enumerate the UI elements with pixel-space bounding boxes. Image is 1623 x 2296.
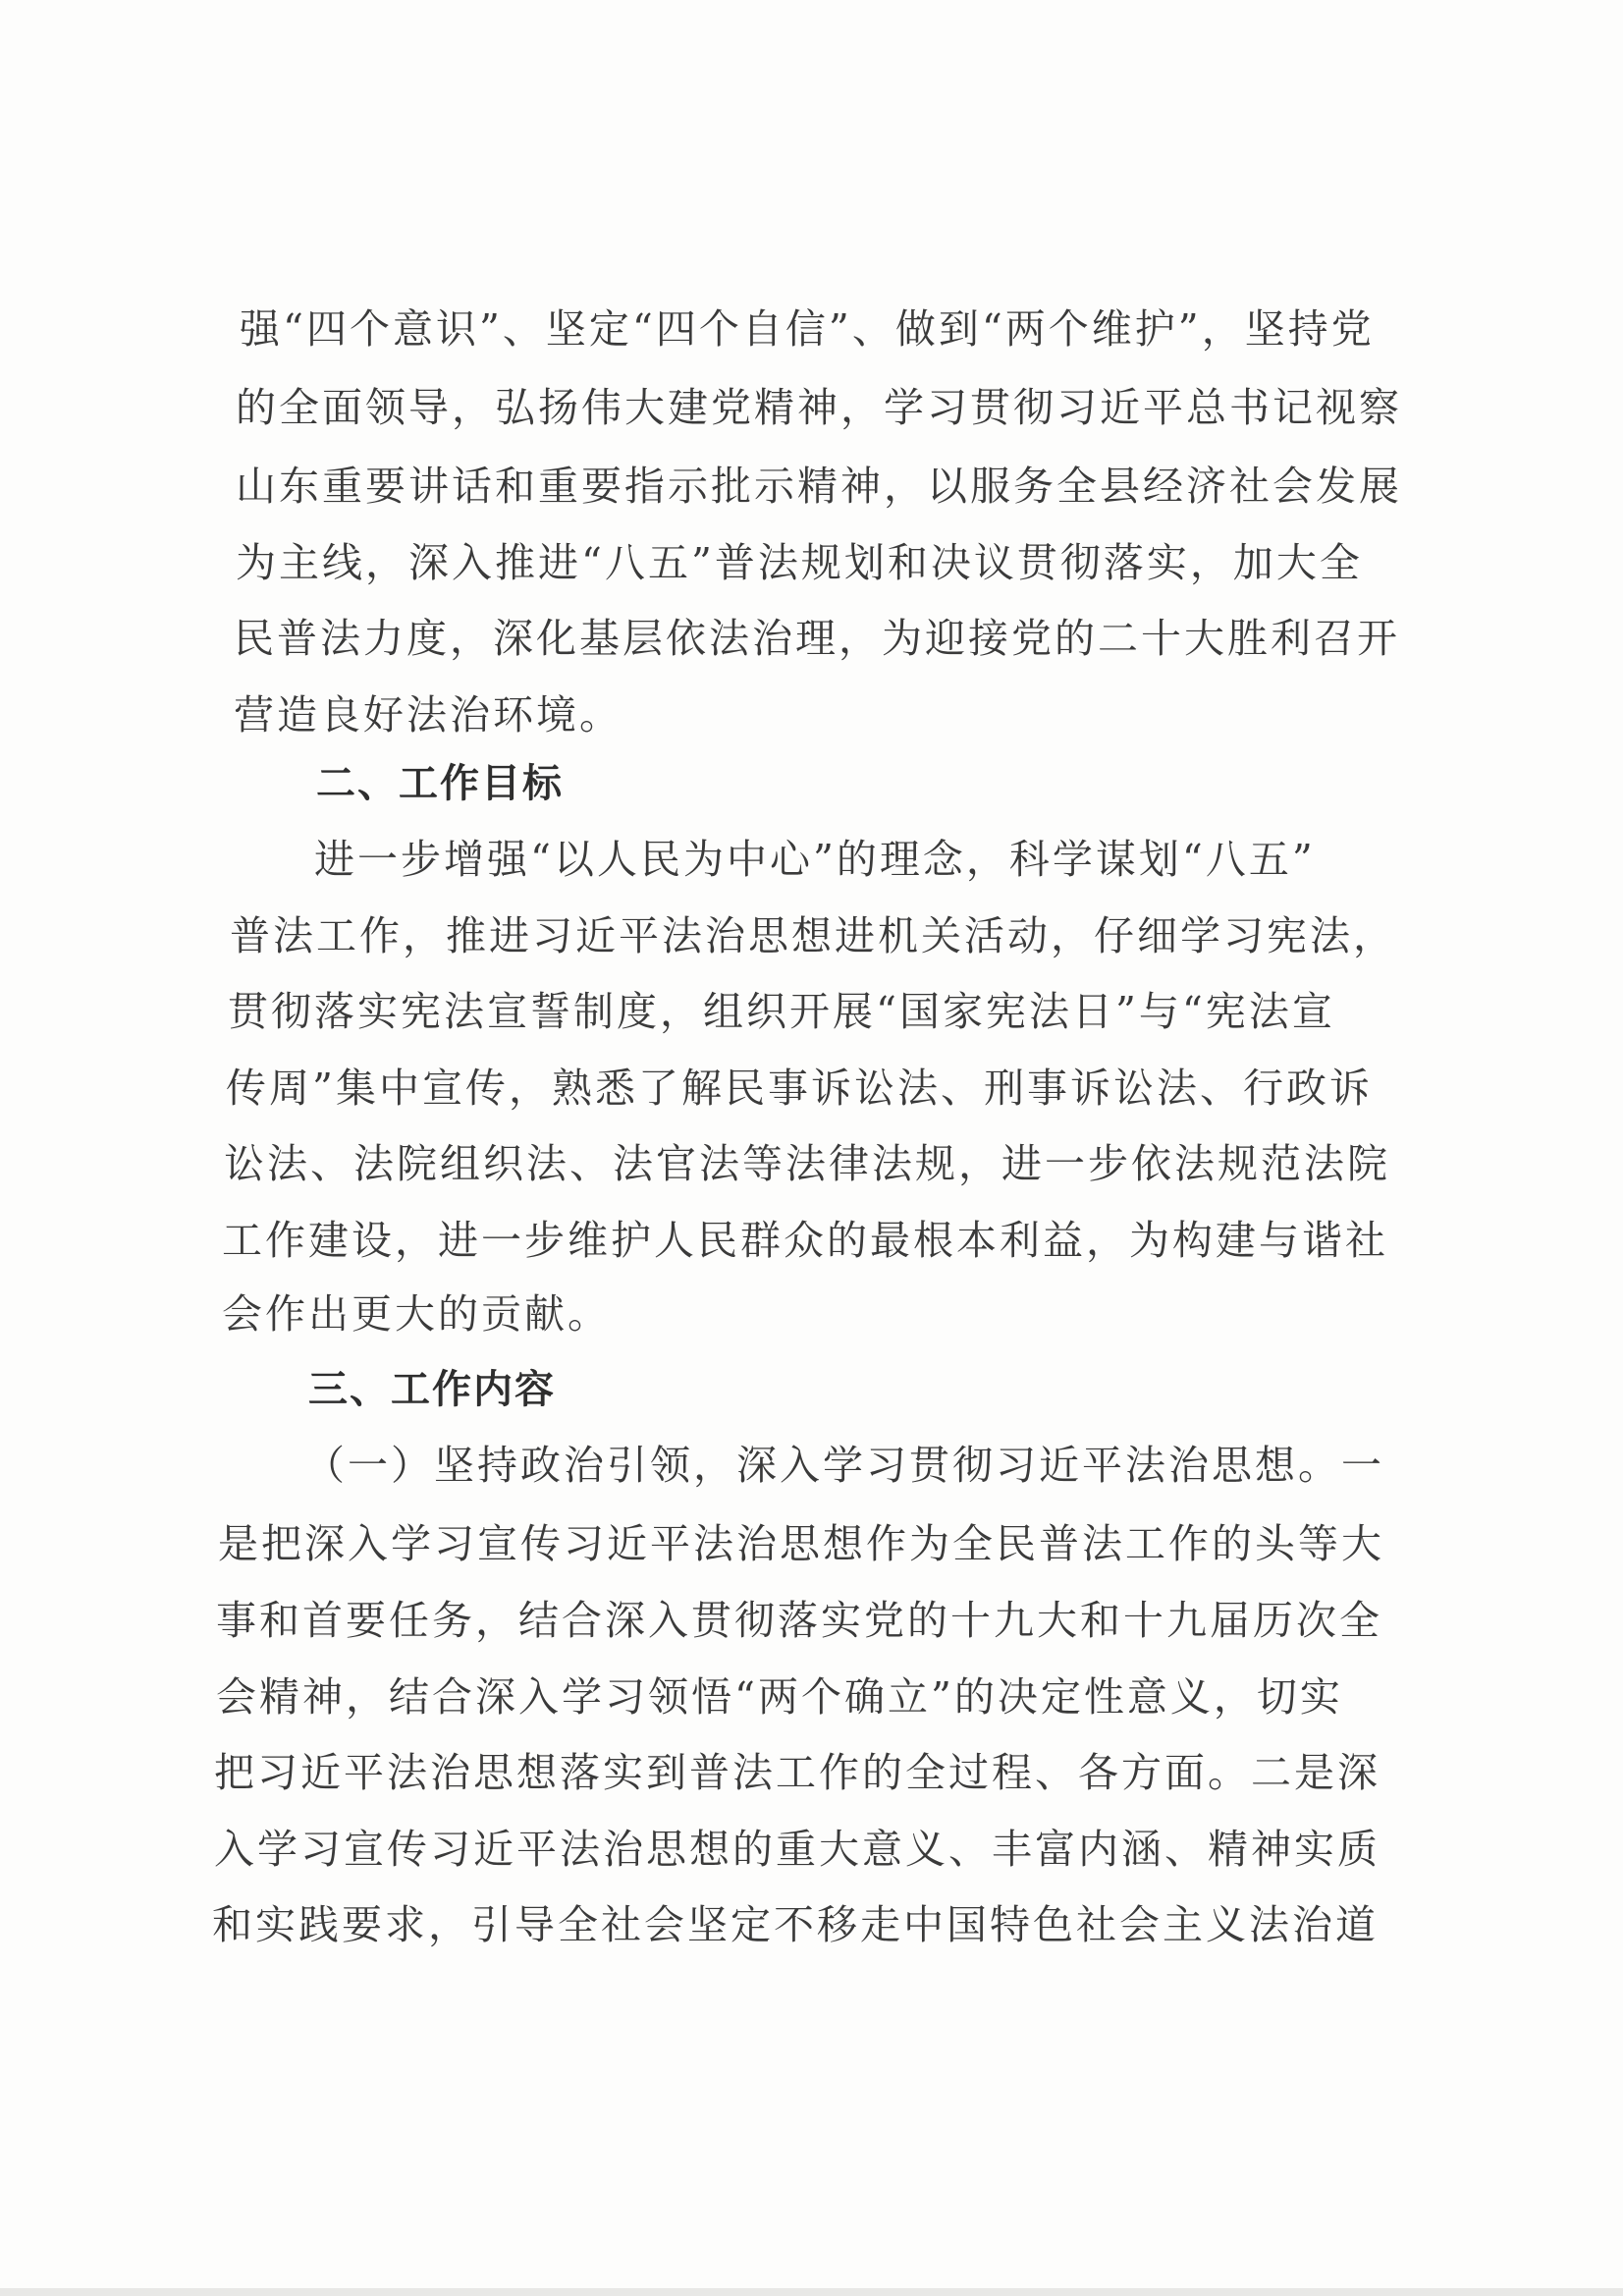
text-line: 是把深入学习宣传习近平法治思想作为全民普法工作的头等大 xyxy=(218,1520,1384,1567)
section-heading-work-goals: 二、工作目标 xyxy=(316,761,564,806)
text-line: 民普法力度，深化基层依法治理，为迎接党的二十大胜利召开 xyxy=(234,615,1400,662)
text-line: 和实践要求，引导全社会坚定不移走中国特色社会主义法治道 xyxy=(212,1901,1379,1948)
text-line: 山东重要讲话和重要指示批示精神，以服务全县经济社会发展 xyxy=(236,463,1402,510)
text-line: 进一步增强“以人民为中心”的理念，科学谋划“八五” xyxy=(314,836,1316,883)
text-line: 事和首要任务，结合深入贯彻落实党的十九大和十九届历次全 xyxy=(216,1597,1382,1644)
section-heading-work-content: 三、工作内容 xyxy=(308,1367,556,1412)
scan-bottom-edge xyxy=(0,2288,1623,2296)
text-line: 贯彻落实宪法宣誓制度，组织开展“国家宪法日”与“宪法宣 xyxy=(228,988,1335,1035)
text-line: 工作建设，进一步维护人民群众的最根本利益，为构建与谐社 xyxy=(222,1217,1388,1264)
text-line: 讼法、法院组织法、法官法等法律法规，进一步依法规范法院 xyxy=(224,1140,1390,1187)
text-line: （一）坚持政治引领，深入学习贯彻习近平法治思想。一 xyxy=(304,1442,1384,1489)
text-line: 的全面领导，弘扬伟大建党精神，学习贯彻习近平总书记视察 xyxy=(236,384,1402,431)
text-line: 传周”集中宣传，熟悉了解民事诉讼法、刑事诉讼法、行政诉 xyxy=(226,1065,1373,1112)
text-line: 普法工作，推进习近平法治思想进机关活动，仔细学习宪法， xyxy=(230,912,1396,959)
text-line: 把习近平法治思想落实到普法工作的全过程、各方面。二是深 xyxy=(214,1749,1380,1796)
text-line: 会精神，结合深入学习领悟“两个确立”的决定性意义，切实 xyxy=(216,1673,1343,1721)
text-line: 强“四个意识”、坚定“四个自信”、做到“两个维护”，坚持党 xyxy=(240,305,1375,353)
text-line: 入学习宣传习近平法治思想的重大意义、丰富内涵、精神实质 xyxy=(214,1826,1380,1873)
text-line: 营造良好法治环境。 xyxy=(234,691,622,738)
text-line: 为主线，深入推进“八五”普法规划和决议贯彻落实，加大全 xyxy=(236,539,1363,586)
text-line: 会作出更大的贡献。 xyxy=(222,1290,611,1338)
